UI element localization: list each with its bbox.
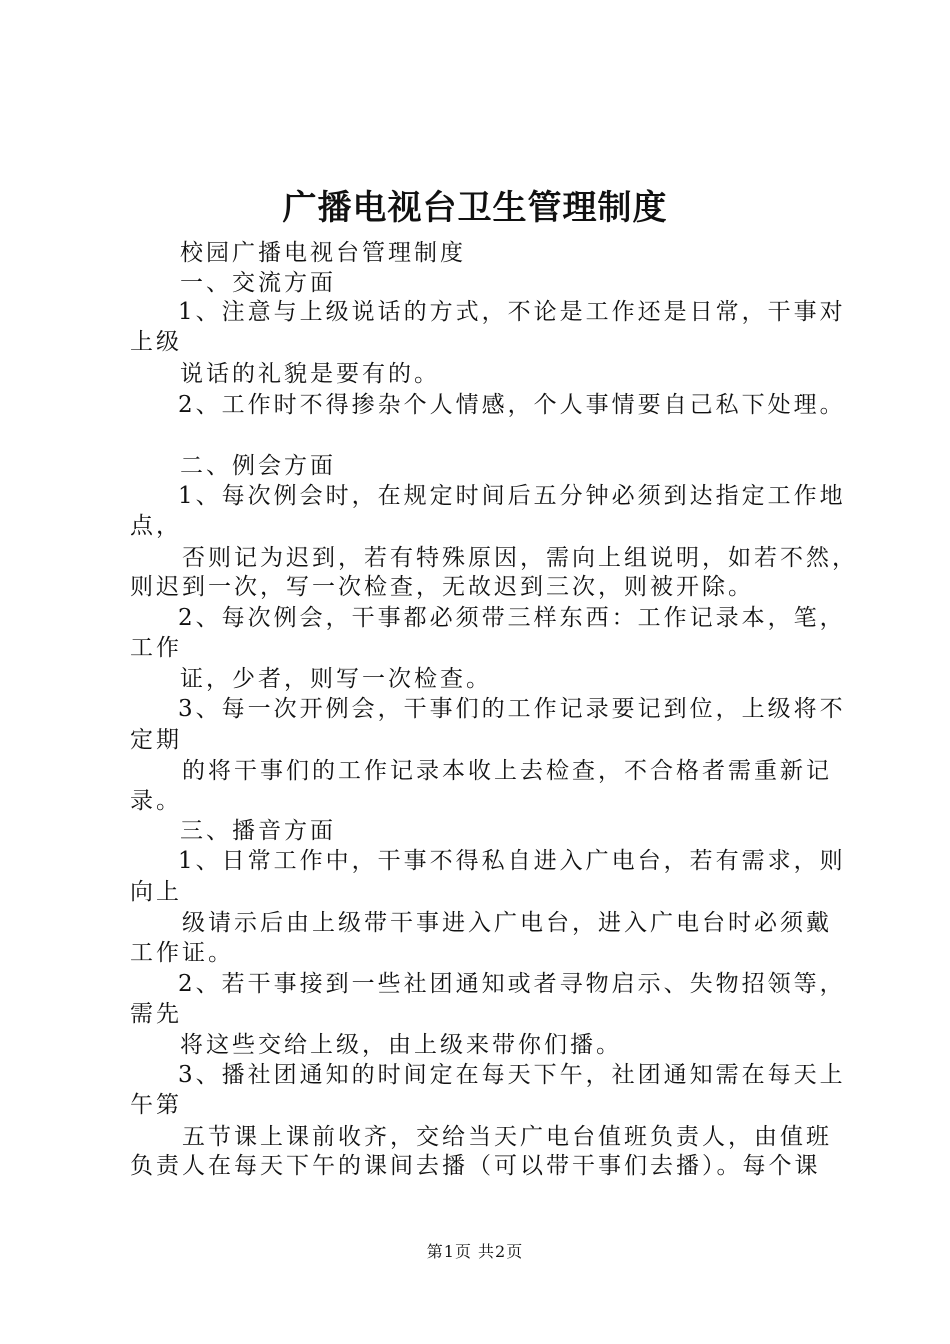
text-line: 午第: [130, 1092, 182, 1118]
text-line: 1、日常工作中，干事不得私自进入广电台，若有需求，则: [178, 848, 846, 874]
text-line: 的将干事们的工作记录本收上去检查，不合格者需重新记: [182, 758, 832, 784]
page-number-footer: 第1页 共2页: [426, 1242, 524, 1261]
text-line: 级请示后由上级带干事进入广电台，进入广电台时必须戴: [182, 910, 832, 936]
text-line: 校园广播电视台管理制度: [180, 240, 466, 266]
document-title: 广播电视台卫生管理制度: [282, 188, 668, 228]
text-line: 2、工作时不得掺杂个人情感，个人事情要自己私下处理。: [178, 392, 846, 418]
section-heading: 二、例会方面: [180, 453, 336, 479]
text-line: 上级: [130, 329, 182, 355]
text-line: 定期: [130, 727, 182, 753]
text-line: 录。: [130, 788, 182, 814]
text-line: 否则记为迟到，若有特殊原因，需向上组说明，如若不然，: [182, 545, 858, 571]
text-line: 3、播社团通知的时间定在每天下午，社团通知需在每天上: [178, 1062, 846, 1088]
text-line: 2、若干事接到一些社团通知或者寻物启示、失物招领等，: [178, 971, 846, 997]
text-line: 需先: [130, 1001, 182, 1027]
text-line: 向上: [130, 879, 182, 905]
text-line: 五节课上课前收齐，交给当天广电台值班负责人，由值班: [182, 1124, 832, 1150]
section-heading: 一、交流方面: [180, 270, 336, 296]
text-line: 3、每一次开例会，干事们的工作记录要记到位，上级将不: [178, 696, 846, 722]
text-line: 说话的礼貌是要有的。: [180, 361, 440, 387]
text-line: 工作证。: [130, 940, 234, 966]
text-line: 2、每次例会，干事都必须带三样东西：工作记录本，笔，: [178, 605, 846, 631]
text-line: 点，: [130, 513, 182, 539]
text-line: 工作: [130, 635, 182, 661]
text-line: 负责人在每天下午的课间去播（可以带干事们去播）。每个课: [130, 1153, 821, 1179]
text-line: 1、注意与上级说话的方式，不论是工作还是日常，干事对: [178, 299, 846, 325]
text-line: 则迟到一次，写一次检查，无故迟到三次，则被开除。: [130, 574, 754, 600]
text-line: 证，少者，则写一次检查。: [180, 666, 492, 692]
text-line: 将这些交给上级，由上级来带你们播。: [180, 1032, 622, 1058]
text-line: 1、每次例会时，在规定时间后五分钟必须到达指定工作地: [178, 483, 846, 509]
section-heading: 三、播音方面: [180, 818, 336, 844]
